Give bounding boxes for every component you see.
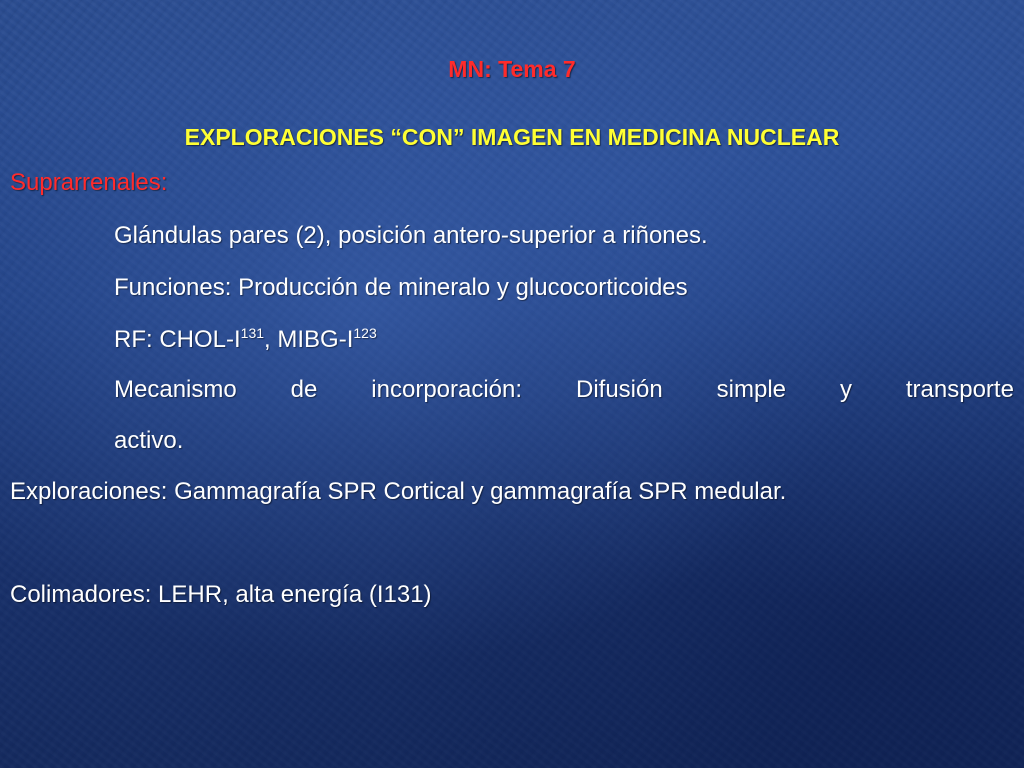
bullet-rf (114, 325, 377, 354)
rf-middle: , MIBG-I (264, 326, 354, 353)
mechanism-word: transporte (905, 376, 1014, 403)
rf-superscript-131: 131 (240, 325, 265, 341)
mechanism-word: de (290, 376, 318, 403)
bullet-mecanismo (114, 376, 1014, 404)
bullet-mecanismo-continuation: activo. (114, 427, 184, 454)
slide-subtitle: EXPLORACIONES “CON” IMAGEN EN MEDICINA NUCLEAR (184, 124, 840, 150)
bullet-glandulas: Glándulas pares (2), posición antero-superior a riñones. (114, 222, 708, 249)
section-label: Suprarrenales: (10, 169, 168, 196)
rf-prefix: RF: CHOL-I (114, 326, 241, 353)
slide-title: MN: Tema 7 (448, 56, 576, 82)
mechanism-word: Mecanismo (114, 376, 237, 403)
mechanism-word: Difusión (575, 376, 663, 403)
mechanism-word: y (839, 376, 852, 403)
mechanism-word: incorporación: (371, 376, 523, 403)
colimadores-text: Colimadores: LEHR, alta energía (I131) (10, 581, 432, 608)
mechanism-word: simple (716, 376, 786, 403)
bullet-funciones: Funciones: Producción de mineralo y glucocorticoides (114, 274, 688, 301)
exploraciones-text: Exploraciones: Gammagrafía SPR Cortical y gammagrafía SPR medular. (10, 478, 787, 505)
rf-superscript-123: 123 (353, 325, 377, 341)
